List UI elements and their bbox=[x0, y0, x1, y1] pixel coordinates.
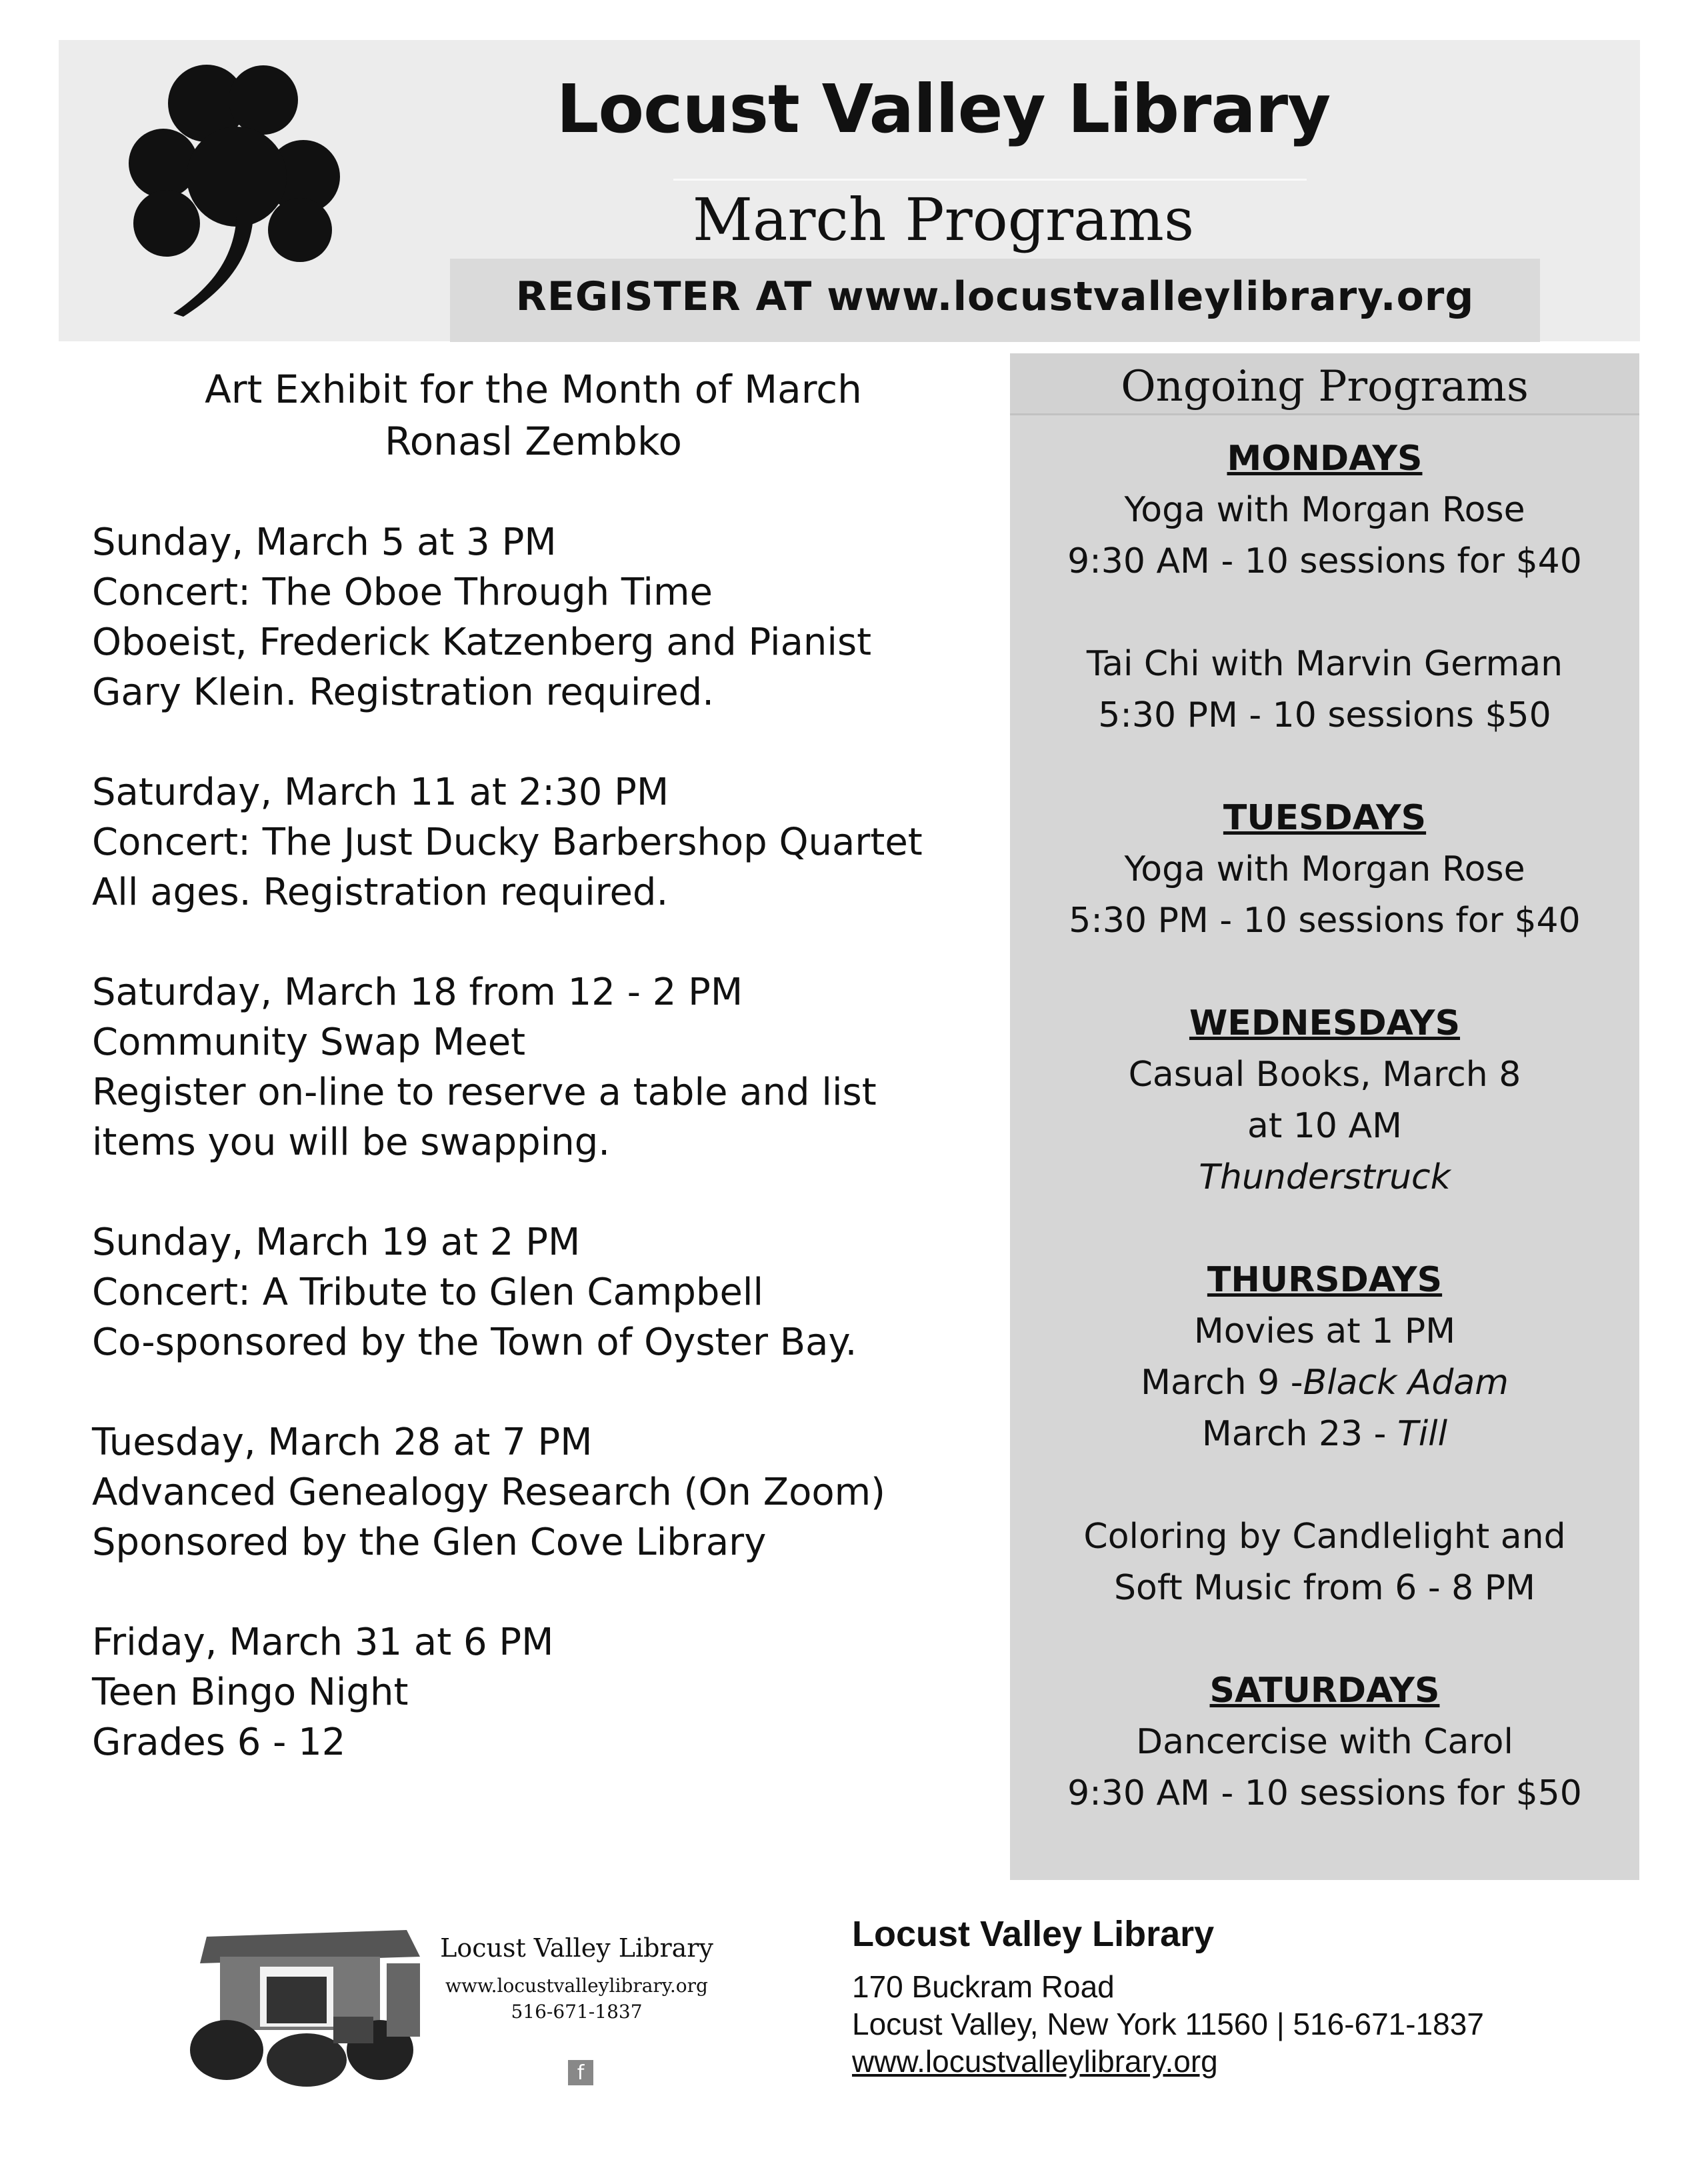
event-item bbox=[92, 517, 973, 717]
footer-logo-url[interactable]: www.locustvalleylibrary.org bbox=[445, 1975, 708, 1997]
page-subtitle: March Programs bbox=[692, 185, 1195, 254]
program-time: Soft Music from 6 - 8 PM bbox=[1114, 1568, 1535, 1608]
spacer bbox=[1010, 587, 1639, 639]
program-time: 5:30 PM - 10 sessions $50 bbox=[1098, 695, 1551, 735]
day-heading-mondays: MONDAYS bbox=[1227, 439, 1423, 479]
spacer bbox=[1010, 1460, 1639, 1511]
footer-logo-name: Locust Valley Library bbox=[440, 1933, 713, 1963]
book-title: Thunderstruck bbox=[1199, 1157, 1451, 1197]
program-name: Tai Chi with Marvin German bbox=[1086, 644, 1563, 684]
facebook-icon[interactable]: f bbox=[568, 2060, 593, 2085]
event-item bbox=[92, 1417, 973, 1567]
event-item bbox=[92, 1617, 973, 1767]
footer-logo-phone: 516-671-1837 bbox=[511, 2001, 643, 2023]
event-title: Advanced Genealogy Research (On Zoom) bbox=[92, 1471, 885, 1514]
spacer bbox=[1010, 741, 1639, 793]
art-exhibit bbox=[120, 363, 947, 467]
movie-title: Black Adam bbox=[1303, 1363, 1509, 1403]
ongoing-programs-panel bbox=[1010, 353, 1639, 1880]
ongoing-programs-heading: Ongoing Programs bbox=[1010, 353, 1639, 415]
event-description: Oboeist, Frederick Katzenberg and Pianist bbox=[92, 621, 872, 664]
library-interior-photo bbox=[180, 1903, 433, 2097]
movie-date: March 9 - bbox=[1141, 1363, 1303, 1403]
ongoing-programs-list bbox=[1010, 433, 1639, 1819]
register-link[interactable]: REGISTER AT www.locustvalleylibrary.org bbox=[515, 273, 1475, 320]
footer-website-link[interactable]: www.locustvalleylibrary.org bbox=[852, 2044, 1218, 2079]
event-title: Community Swap Meet bbox=[92, 1021, 526, 1064]
spacer bbox=[1010, 1203, 1639, 1255]
shamrock-icon bbox=[127, 63, 360, 317]
program-name: Dancercise with Carol bbox=[1136, 1722, 1513, 1762]
event-item bbox=[92, 767, 973, 917]
event-date: Sunday, March 5 at 3 PM bbox=[92, 521, 557, 564]
program-name: Movies at 1 PM bbox=[1193, 1311, 1456, 1351]
program-time: 5:30 PM - 10 sessions for $40 bbox=[1069, 901, 1581, 941]
event-description: Co-sponsored by the Town of Oyster Bay. bbox=[92, 1321, 857, 1364]
art-exhibit-heading: Art Exhibit for the Month of March bbox=[205, 367, 862, 412]
program-name: Yoga with Morgan Rose bbox=[1124, 849, 1525, 889]
event-date: Sunday, March 19 at 2 PM bbox=[92, 1221, 581, 1264]
event-description: Register on-line to reserve a table and list bbox=[92, 1071, 877, 1114]
library-title: Locust Valley Library bbox=[556, 70, 1331, 148]
movie-date: March 23 - bbox=[1201, 1414, 1397, 1454]
event-description: All ages. Registration required. bbox=[92, 871, 669, 914]
event-title: Concert: A Tribute to Glen Campbell bbox=[92, 1271, 764, 1314]
event-title: Concert: The Oboe Through Time bbox=[92, 571, 713, 614]
events-column bbox=[80, 363, 973, 1767]
event-date: Tuesday, March 28 at 7 PM bbox=[92, 1421, 593, 1464]
footer-address-street: 170 Buckram Road bbox=[852, 1969, 1115, 2004]
day-heading-wednesdays: WEDNESDAYS bbox=[1189, 1003, 1461, 1043]
day-heading-saturdays: SATURDAYS bbox=[1209, 1671, 1440, 1711]
program-name: Coloring by Candlelight and bbox=[1083, 1517, 1566, 1557]
event-date: Saturday, March 11 at 2:30 PM bbox=[92, 771, 669, 814]
event-date: Friday, March 31 at 6 PM bbox=[92, 1621, 554, 1664]
footer-logo-block bbox=[433, 1933, 720, 2023]
movie-title: Till bbox=[1397, 1414, 1448, 1454]
event-description: Grades 6 - 12 bbox=[92, 1721, 346, 1764]
event-description: Gary Klein. Registration required. bbox=[92, 671, 714, 714]
event-item bbox=[92, 1217, 973, 1367]
title-divider bbox=[673, 179, 1307, 181]
event-title: Concert: The Just Ducky Barbershop Quartet bbox=[92, 821, 923, 864]
spacer bbox=[1010, 947, 1639, 998]
event-title: Teen Bingo Night bbox=[92, 1671, 409, 1714]
movie-line bbox=[1010, 1357, 1639, 1409]
event-description: Sponsored by the Glen Cove Library bbox=[92, 1521, 767, 1564]
footer-address-city: Locust Valley, New York 11560 | 516-671-1837 bbox=[852, 2007, 1484, 2041]
program-name: Yoga with Morgan Rose bbox=[1124, 490, 1525, 530]
program-time: 9:30 AM - 10 sessions for $50 bbox=[1067, 1773, 1582, 1813]
movie-line bbox=[1010, 1409, 1639, 1460]
program-time: at 10 AM bbox=[1247, 1106, 1402, 1146]
art-exhibit-artist: Ronasl Zembko bbox=[385, 419, 682, 464]
footer-contact bbox=[852, 1913, 1652, 2080]
footer-library-name: Locust Valley Library bbox=[852, 1914, 1215, 1954]
event-date: Saturday, March 18 from 12 - 2 PM bbox=[92, 971, 743, 1014]
program-name: Casual Books, March 8 bbox=[1128, 1055, 1521, 1095]
event-description: items you will be swapping. bbox=[92, 1121, 611, 1164]
spacer bbox=[1010, 1614, 1639, 1665]
day-heading-thursdays: THURSDAYS bbox=[1207, 1260, 1443, 1300]
event-item bbox=[92, 967, 973, 1167]
program-time: 9:30 AM - 10 sessions for $40 bbox=[1067, 541, 1582, 581]
day-heading-tuesdays: TUESDAYS bbox=[1223, 798, 1427, 838]
